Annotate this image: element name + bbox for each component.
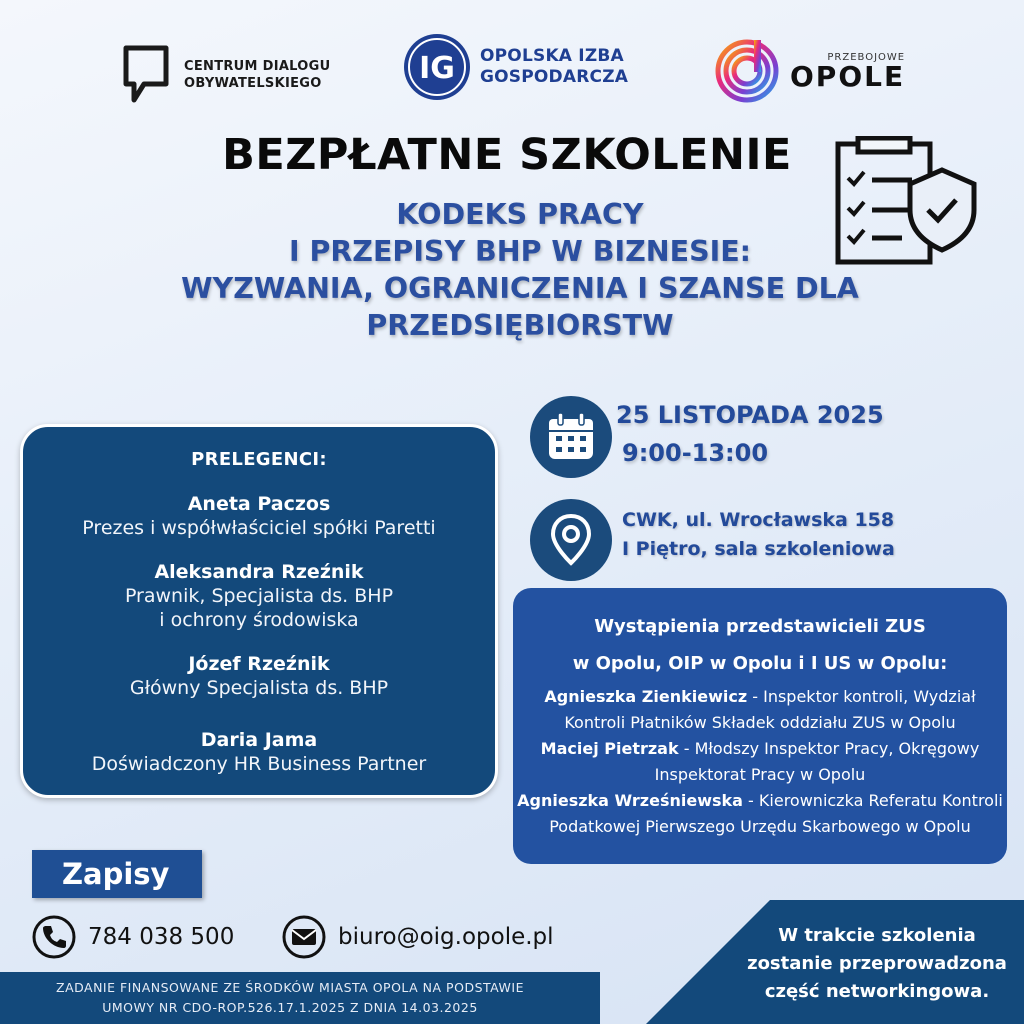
oig-logo-line2: GOSPODARCZA bbox=[480, 67, 629, 87]
email-contact[interactable] bbox=[282, 915, 554, 959]
oig-emblem-text: IG bbox=[419, 51, 455, 86]
oig-emblem-icon bbox=[402, 32, 472, 102]
oig-logo bbox=[402, 32, 628, 102]
training-subtitle bbox=[160, 196, 880, 344]
event-place-line2: I Piętro, sala szkoleniowa bbox=[622, 538, 895, 560]
speaker-role: Główny Specjalista ds. BHP bbox=[129, 677, 389, 699]
subtitle-line: I PRZEPISY BHP W BIZNESIE: bbox=[288, 235, 752, 268]
presenter-desc: - Inspektor kontroli, Wydział Kontroli Płatników Składek oddziału ZUS w Opolu bbox=[564, 687, 976, 732]
speaker-role: Doświadczony HR Business Partner bbox=[91, 753, 427, 775]
opole-logo bbox=[714, 38, 905, 104]
speaker-item bbox=[23, 728, 495, 776]
speaker-name: Aneta Paczos bbox=[187, 493, 331, 515]
page-title: BEZPŁATNE SZKOLENIE bbox=[222, 130, 792, 180]
oig-logo-line1: OPOLSKA IZBA bbox=[480, 46, 624, 66]
speaker-item bbox=[23, 652, 495, 700]
calendar-icon-circle bbox=[530, 396, 612, 478]
presenter-name: Agnieszka Zienkiewicz bbox=[544, 687, 748, 706]
opole-rainbow-icon bbox=[714, 38, 780, 104]
event-time: 9:00-13:00 bbox=[622, 439, 769, 467]
location-icon-circle bbox=[530, 499, 612, 581]
phone-icon bbox=[32, 915, 76, 959]
envelope-icon bbox=[282, 915, 326, 959]
cdo-logo-line2: OBYWATELSKIEGO bbox=[184, 76, 322, 91]
speaker-item bbox=[23, 492, 495, 540]
speakers-heading: PRELEGENCI: bbox=[191, 449, 327, 470]
networking-line: W trakcie szkolenia bbox=[778, 925, 976, 946]
speaker-name: Józef Rzeźnik bbox=[188, 653, 330, 675]
presentations-list bbox=[513, 684, 1007, 840]
email-address[interactable]: biuro@oig.opole.pl bbox=[338, 924, 554, 950]
speaker-item bbox=[23, 560, 495, 632]
event-date: 25 LISTOPADA 2025 bbox=[616, 401, 884, 429]
presentations-card bbox=[513, 588, 1007, 864]
speaker-name: Aleksandra Rzeźnik bbox=[154, 561, 364, 583]
presenter-name: Maciej Pietrzak bbox=[540, 739, 679, 758]
subtitle-line: WYZWANIA, OGRANICZENIA I SZANSE DLA bbox=[181, 272, 859, 305]
subtitle-line: KODEKS PRACY bbox=[396, 198, 644, 231]
subtitle-line: PRZEDSIĘBIORSTW bbox=[366, 309, 674, 342]
networking-line: zostanie przeprowadzona bbox=[747, 953, 1007, 974]
funding-line1: ZADANIE FINANSOWANE ZE ŚRODKÓW MIASTA OPOLA NA PODSTAWIE bbox=[56, 980, 524, 995]
presentations-heading-line1: Wystąpienia przedstawicieli ZUS bbox=[594, 616, 926, 637]
presentations-heading-line2: w Opolu, OIP w Opolu i I US w Opolu: bbox=[572, 653, 948, 674]
networking-line: część networkingowa. bbox=[764, 981, 990, 1002]
presenter-item bbox=[513, 736, 1007, 788]
networking-note bbox=[730, 922, 1024, 1006]
opole-logo-small: PRZEBOJOWE bbox=[827, 51, 906, 63]
signup-label: Zapisy bbox=[32, 850, 202, 898]
event-place-line1: CWK, ul. Wrocławska 158 bbox=[622, 509, 895, 531]
speaker-name: Daria Jama bbox=[200, 729, 318, 751]
speech-bubble-icon bbox=[122, 44, 170, 106]
speakers-card bbox=[20, 424, 498, 798]
funding-line2: UMOWY NR CDO-ROP.526.17.1.2025 Z DNIA 14.03.2025 bbox=[102, 1000, 478, 1015]
event-date-block bbox=[616, 396, 884, 472]
map-pin-icon bbox=[548, 513, 594, 567]
calendar-icon bbox=[545, 411, 597, 463]
speaker-role: Prawnik, Specjalista ds. BHP i ochrony środowiska bbox=[124, 585, 394, 631]
presenter-item bbox=[513, 684, 1007, 736]
presenter-desc: - Kierowniczka Referatu Kontroli Podatkowej Pierwszego Urzędu Skarbowego w Opolu bbox=[549, 791, 1003, 836]
speaker-role: Prezes i współwłaściciel spółki Paretti bbox=[82, 517, 436, 539]
phone-contact[interactable] bbox=[32, 915, 234, 959]
cdo-logo-line1: CENTRUM DIALOGU bbox=[184, 59, 331, 74]
phone-number[interactable]: 784 038 500 bbox=[88, 924, 235, 950]
funding-note bbox=[30, 978, 550, 1018]
presenter-desc: - Młodszy Inspektor Pracy, Okręgowy Inspektorat Pracy w Opolu bbox=[654, 739, 980, 784]
opole-logo-big: OPOLE bbox=[790, 59, 906, 93]
presenter-name: Agnieszka Wrześniewska bbox=[517, 791, 743, 810]
presenter-item bbox=[513, 788, 1007, 840]
event-place-block bbox=[622, 506, 895, 564]
checklist-shield-icon bbox=[832, 136, 982, 268]
cdo-logo bbox=[122, 44, 330, 106]
